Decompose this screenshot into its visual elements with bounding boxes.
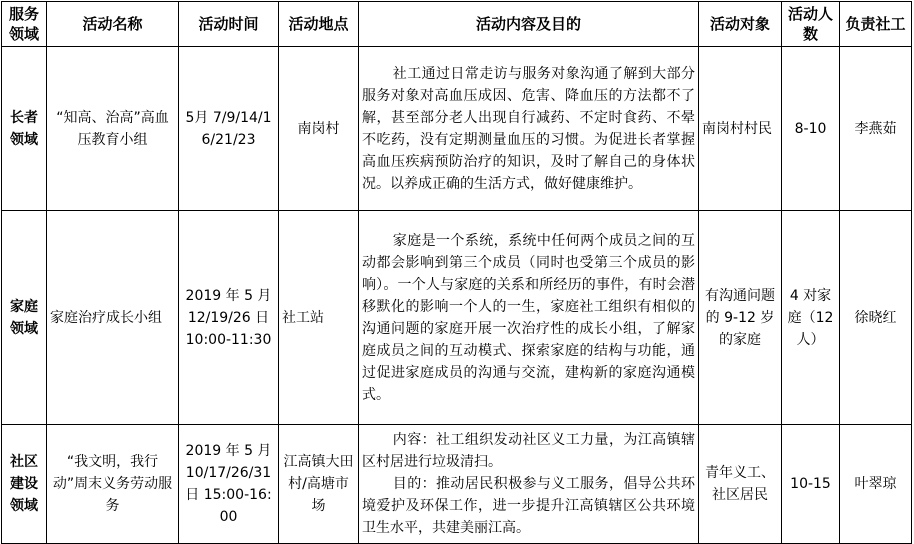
cell-content bbox=[359, 211, 699, 425]
content-paragraph: 目的：推动居民积极参与义工服务，倡导公共环境爱护及环保工作，进一步提升江高镇辖区公共环境卫生水平，共建美丽江高。 bbox=[362, 476, 695, 536]
activity-plan-table bbox=[1, 1, 912, 544]
cell-content bbox=[359, 47, 699, 211]
header-target: 活动对象 bbox=[699, 2, 782, 47]
cell-content bbox=[359, 425, 699, 544]
content-paragraph: 内容：社工组织发动社区义工力量，为江高镇辖区村居进行垃圾清扫。 bbox=[362, 432, 695, 470]
cell-name: “我文明，我行动”周末义务劳动服务 bbox=[47, 425, 179, 544]
table-row bbox=[2, 211, 912, 425]
cell-staff: 徐晓红 bbox=[840, 211, 912, 425]
cell-target: 有沟通问题的 9-12 岁的家庭 bbox=[699, 211, 782, 425]
cell-place: 南岗村 bbox=[279, 47, 359, 211]
cell-time: 5月 7/9/14/16/21/23 bbox=[179, 47, 279, 211]
header-content: 活动内容及目的 bbox=[359, 2, 699, 47]
cell-count: 4 对家庭（12 人） bbox=[782, 211, 840, 425]
header-staff: 负责社工 bbox=[840, 2, 912, 47]
header-time: 活动时间 bbox=[179, 2, 279, 47]
cell-staff: 李燕茹 bbox=[840, 47, 912, 211]
cell-count: 10-15 bbox=[782, 425, 840, 544]
header-domain: 服务领域 bbox=[2, 2, 47, 47]
table-header-row bbox=[2, 2, 912, 47]
header-place: 活动地点 bbox=[279, 2, 359, 47]
cell-place: 社工站 bbox=[279, 211, 359, 425]
cell-target: 南岗村村民 bbox=[699, 47, 782, 211]
cell-place: 江高镇大田村/高塘市场 bbox=[279, 425, 359, 544]
header-name: 活动名称 bbox=[47, 2, 179, 47]
table-row bbox=[2, 425, 912, 544]
cell-name: 家庭治疗成长小组 bbox=[47, 211, 179, 425]
cell-count: 8-10 bbox=[782, 47, 840, 211]
cell-name: “知高、治高”高血压教育小组 bbox=[47, 47, 179, 211]
cell-time: 2019 年 5 月 12/19/26 日 10:00-11:30 bbox=[179, 211, 279, 425]
cell-time: 2019 年 5 月 10/17/26/31 日 15:00-16:00 bbox=[179, 425, 279, 544]
cell-domain: 家庭领域 bbox=[2, 211, 47, 425]
table-row bbox=[2, 47, 912, 211]
header-count: 活动人数 bbox=[782, 2, 840, 47]
cell-domain: 长者领域 bbox=[2, 47, 47, 211]
content-paragraph: 家庭是一个系统，系统中任何两个成员之间的互动都会影响到第三个成员（同时也受第三个成员的影响）。一个人与家庭的关系和所经历的事件，有时会潜移默化的影响一个人的一生，家庭社工组织有相似的沟通问题的家庭开展一次治疗性的成长小组，了解家庭成员之间的互动模式、探索家庭的结构与功能，通过促进家庭成员的沟通与交流，建构新的家庭沟通模式。 bbox=[362, 232, 695, 403]
content-paragraph: 社工通过日常走访与服务对象沟通了解到大部分服务对象对高血压成因、危害、降血压的方法都不了解，甚至部分老人出现自行减药、不定时食药、不晕不吃药，没有定期测量血压的习惯。为促进长者掌握高血压疾病预防治疗的知识，及时了解自己的身体状况。以养成正确的生活方式，做好健康维护。 bbox=[362, 65, 695, 192]
cell-target: 青年义工、社区居民 bbox=[699, 425, 782, 544]
cell-domain: 社区建设领域 bbox=[2, 425, 47, 544]
cell-staff: 叶翠琼 bbox=[840, 425, 912, 544]
